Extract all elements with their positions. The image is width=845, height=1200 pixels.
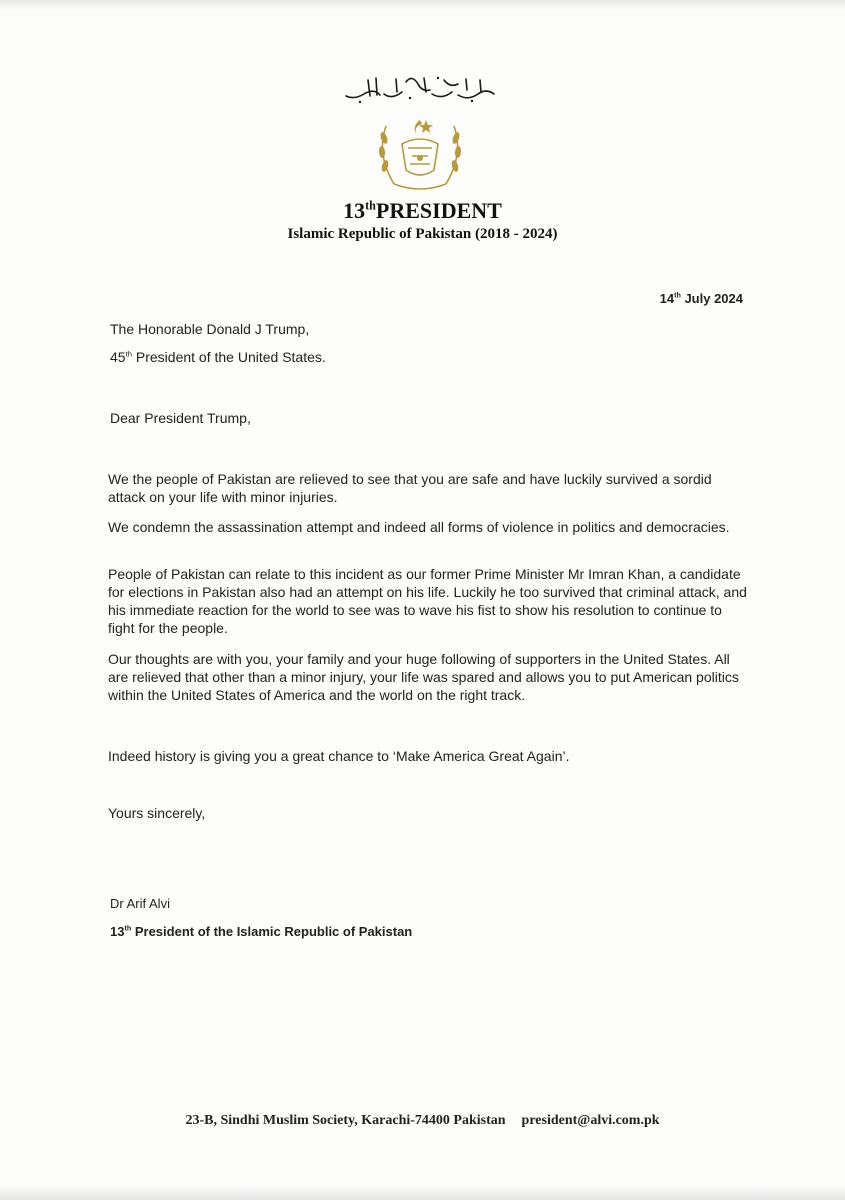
recipient-title xyxy=(110,349,326,365)
body-paragraph-4: Our thoughts are with you, your family and your huge following of supporters in the United States. All are relieved that other than a minor injury, your life was spared and allows you to put American politics within the United States of America and the world on the right track. xyxy=(108,651,739,703)
footer-email: president@alvi.com.pk xyxy=(521,1113,660,1128)
body-paragraph-2: We condemn the assassination attempt and indeed all forms of violence in politics and democracies. xyxy=(108,519,730,535)
letterhead-title xyxy=(0,198,845,224)
letterhead-title-suffix: th xyxy=(365,198,376,213)
body-paragraph-5: Indeed history is giving you a great chance to ‘Make America Great Again’. xyxy=(108,748,570,764)
body-paragraph-1: We the people of Pakistan are relieved to see that you are safe and have luckily survived a sordid attack on your life with minor injuries. xyxy=(108,471,712,505)
recipient-title-rest: President of the United States. xyxy=(135,349,326,365)
letter-date xyxy=(660,291,743,306)
recipient-title-number: 45 xyxy=(110,349,126,365)
letterhead-subtitle: Islamic Republic of Pakistan (2018 - 2024) xyxy=(287,226,558,242)
closing: Yours sincerely, xyxy=(108,805,206,821)
footer-address: 23-B, Sindhi Muslim Society, Karachi-74400 Pakistan xyxy=(185,1113,506,1128)
signatory-title xyxy=(110,924,412,939)
scan-edge-top xyxy=(0,0,845,10)
basmala-calligraphy xyxy=(340,70,500,106)
signatory-title-rest: President of the Islamic Republic of Pakistan xyxy=(134,924,413,939)
recipient-title-suffix: th xyxy=(125,349,132,359)
state-emblem xyxy=(372,114,468,196)
letterhead-title-word: PRESIDENT xyxy=(375,198,502,223)
signatory-title-number: 13 xyxy=(110,924,125,939)
letterhead-title-number: 13 xyxy=(343,198,366,223)
recipient-name: The Honorable Donald J Trump, xyxy=(110,321,310,337)
date-suffix: th xyxy=(674,291,681,300)
date-day: 14 xyxy=(659,291,675,306)
body-paragraph-3: People of Pakistan can relate to this incident as our former Prime Minister Mr Imran Khan, a candidate for elections in Pakistan also had an attempt on his life. Luckily he too survived that criminal attack, and his immediate reaction for the world to see was to wave his fist to show his resolution to continue to fight for the people. xyxy=(108,566,747,636)
scan-edge-bottom xyxy=(0,1186,845,1200)
date-rest: July 2024 xyxy=(684,291,743,306)
signatory-name: Dr Arif Alvi xyxy=(110,896,170,911)
signatory-title-suffix: th xyxy=(124,924,132,933)
footer xyxy=(0,1113,845,1129)
salutation: Dear President Trump, xyxy=(110,410,251,426)
